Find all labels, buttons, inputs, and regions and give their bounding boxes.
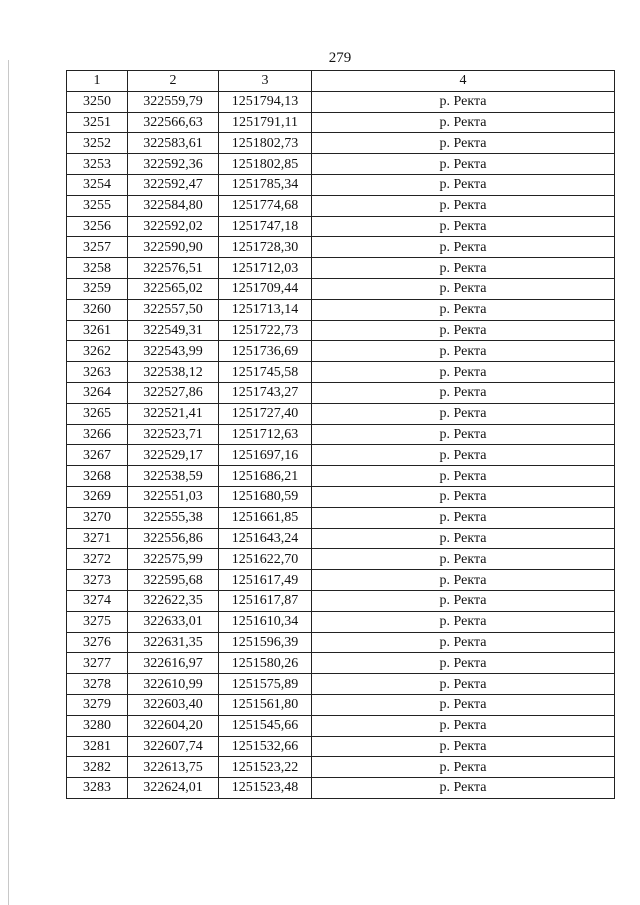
y-coordinate-cell: 1251661,85 xyxy=(219,507,312,528)
description-cell: р. Ректа xyxy=(312,299,615,320)
description-cell: р. Ректа xyxy=(312,570,615,591)
point-number-cell: 3264 xyxy=(67,382,128,403)
point-number-cell: 3273 xyxy=(67,570,128,591)
description-cell: р. Ректа xyxy=(312,258,615,279)
description-cell: р. Ректа xyxy=(312,403,615,424)
y-coordinate-cell: 1251712,63 xyxy=(219,424,312,445)
y-coordinate-cell: 1251643,24 xyxy=(219,528,312,549)
description-cell: р. Ректа xyxy=(312,112,615,133)
point-number-cell: 3277 xyxy=(67,653,128,674)
y-coordinate-cell: 1251727,40 xyxy=(219,403,312,424)
point-number-cell: 3279 xyxy=(67,694,128,715)
y-coordinate-cell: 1251610,34 xyxy=(219,611,312,632)
point-number-cell: 3252 xyxy=(67,133,128,154)
point-number-cell: 3255 xyxy=(67,195,128,216)
y-coordinate-cell: 1251523,22 xyxy=(219,757,312,778)
x-coordinate-cell: 322633,01 xyxy=(128,611,219,632)
header-col-3: 3 xyxy=(219,71,312,92)
y-coordinate-cell: 1251785,34 xyxy=(219,174,312,195)
point-number-cell: 3250 xyxy=(67,91,128,112)
description-cell: р. Ректа xyxy=(312,632,615,653)
page-edge-line xyxy=(8,60,9,905)
page-number: 279 xyxy=(328,50,352,66)
x-coordinate-cell: 322616,97 xyxy=(128,653,219,674)
point-number-cell: 3283 xyxy=(67,778,128,799)
table-row xyxy=(67,694,615,715)
point-number-cell: 3276 xyxy=(67,632,128,653)
y-coordinate-cell: 1251774,68 xyxy=(219,195,312,216)
description-cell: р. Ректа xyxy=(312,653,615,674)
y-coordinate-cell: 1251743,27 xyxy=(219,382,312,403)
x-coordinate-cell: 322584,80 xyxy=(128,195,219,216)
table-row xyxy=(67,590,615,611)
description-cell: р. Ректа xyxy=(312,154,615,175)
y-coordinate-cell: 1251745,58 xyxy=(219,362,312,383)
description-cell: р. Ректа xyxy=(312,507,615,528)
table-row xyxy=(67,382,615,403)
point-number-cell: 3271 xyxy=(67,528,128,549)
table-row xyxy=(67,528,615,549)
y-coordinate-cell: 1251736,69 xyxy=(219,341,312,362)
description-cell: р. Ректа xyxy=(312,382,615,403)
y-coordinate-cell: 1251802,73 xyxy=(219,133,312,154)
description-cell: р. Ректа xyxy=(312,237,615,258)
y-coordinate-cell: 1251580,26 xyxy=(219,653,312,674)
x-coordinate-cell: 322575,99 xyxy=(128,549,219,570)
y-coordinate-cell: 1251575,89 xyxy=(219,674,312,695)
table-row xyxy=(67,258,615,279)
point-number-cell: 3258 xyxy=(67,258,128,279)
description-cell: р. Ректа xyxy=(312,715,615,736)
point-number-cell: 3254 xyxy=(67,174,128,195)
x-coordinate-cell: 322527,86 xyxy=(128,382,219,403)
coordinates-table xyxy=(66,70,615,799)
table-row xyxy=(67,320,615,341)
y-coordinate-cell: 1251713,14 xyxy=(219,299,312,320)
point-number-cell: 3270 xyxy=(67,507,128,528)
table-row xyxy=(67,299,615,320)
x-coordinate-cell: 322549,31 xyxy=(128,320,219,341)
y-coordinate-cell: 1251794,13 xyxy=(219,91,312,112)
point-number-cell: 3266 xyxy=(67,424,128,445)
description-cell: р. Ректа xyxy=(312,694,615,715)
table-row xyxy=(67,445,615,466)
y-coordinate-cell: 1251747,18 xyxy=(219,216,312,237)
x-coordinate-cell: 322613,75 xyxy=(128,757,219,778)
description-cell: р. Ректа xyxy=(312,341,615,362)
x-coordinate-cell: 322538,59 xyxy=(128,466,219,487)
y-coordinate-cell: 1251596,39 xyxy=(219,632,312,653)
x-coordinate-cell: 322566,63 xyxy=(128,112,219,133)
header-col-4: 4 xyxy=(312,71,615,92)
table-row xyxy=(67,653,615,674)
table-row xyxy=(67,736,615,757)
x-coordinate-cell: 322590,90 xyxy=(128,237,219,258)
table-row xyxy=(67,403,615,424)
y-coordinate-cell: 1251802,85 xyxy=(219,154,312,175)
x-coordinate-cell: 322521,41 xyxy=(128,403,219,424)
point-number-cell: 3261 xyxy=(67,320,128,341)
description-cell: р. Ректа xyxy=(312,195,615,216)
point-number-cell: 3280 xyxy=(67,715,128,736)
y-coordinate-cell: 1251523,48 xyxy=(219,778,312,799)
x-coordinate-cell: 322559,79 xyxy=(128,91,219,112)
description-cell: р. Ректа xyxy=(312,528,615,549)
y-coordinate-cell: 1251680,59 xyxy=(219,486,312,507)
x-coordinate-cell: 322592,36 xyxy=(128,154,219,175)
point-number-cell: 3281 xyxy=(67,736,128,757)
y-coordinate-cell: 1251697,16 xyxy=(219,445,312,466)
table-row xyxy=(67,154,615,175)
description-cell: р. Ректа xyxy=(312,590,615,611)
table-header-row xyxy=(67,71,615,92)
table-row xyxy=(67,549,615,570)
description-cell: р. Ректа xyxy=(312,362,615,383)
point-number-cell: 3253 xyxy=(67,154,128,175)
point-number-cell: 3275 xyxy=(67,611,128,632)
y-coordinate-cell: 1251722,73 xyxy=(219,320,312,341)
header-col-1: 1 xyxy=(67,71,128,92)
table-row xyxy=(67,91,615,112)
x-coordinate-cell: 322624,01 xyxy=(128,778,219,799)
x-coordinate-cell: 322523,71 xyxy=(128,424,219,445)
table-row xyxy=(67,195,615,216)
point-number-cell: 3259 xyxy=(67,278,128,299)
table-row xyxy=(67,112,615,133)
table-row xyxy=(67,778,615,799)
description-cell: р. Ректа xyxy=(312,757,615,778)
point-number-cell: 3272 xyxy=(67,549,128,570)
y-coordinate-cell: 1251545,66 xyxy=(219,715,312,736)
y-coordinate-cell: 1251686,21 xyxy=(219,466,312,487)
table-row xyxy=(67,424,615,445)
point-number-cell: 3274 xyxy=(67,590,128,611)
y-coordinate-cell: 1251532,66 xyxy=(219,736,312,757)
x-coordinate-cell: 322551,03 xyxy=(128,486,219,507)
x-coordinate-cell: 322543,99 xyxy=(128,341,219,362)
table-row xyxy=(67,216,615,237)
table-row xyxy=(67,341,615,362)
y-coordinate-cell: 1251709,44 xyxy=(219,278,312,299)
table-row xyxy=(67,486,615,507)
y-coordinate-cell: 1251728,30 xyxy=(219,237,312,258)
table-row xyxy=(67,278,615,299)
point-number-cell: 3257 xyxy=(67,237,128,258)
table-row xyxy=(67,611,615,632)
table-row xyxy=(67,674,615,695)
point-number-cell: 3262 xyxy=(67,341,128,362)
x-coordinate-cell: 322556,86 xyxy=(128,528,219,549)
description-cell: р. Ректа xyxy=(312,174,615,195)
description-cell: р. Ректа xyxy=(312,674,615,695)
point-number-cell: 3268 xyxy=(67,466,128,487)
table-row xyxy=(67,507,615,528)
table-row xyxy=(67,466,615,487)
x-coordinate-cell: 322592,02 xyxy=(128,216,219,237)
table-row xyxy=(67,362,615,383)
point-number-cell: 3269 xyxy=(67,486,128,507)
description-cell: р. Ректа xyxy=(312,424,615,445)
description-cell: р. Ректа xyxy=(312,133,615,154)
point-number-cell: 3278 xyxy=(67,674,128,695)
x-coordinate-cell: 322631,35 xyxy=(128,632,219,653)
header-col-2: 2 xyxy=(128,71,219,92)
table-row xyxy=(67,237,615,258)
x-coordinate-cell: 322622,35 xyxy=(128,590,219,611)
description-cell: р. Ректа xyxy=(312,445,615,466)
point-number-cell: 3251 xyxy=(67,112,128,133)
x-coordinate-cell: 322610,99 xyxy=(128,674,219,695)
table-row xyxy=(67,632,615,653)
table-body xyxy=(67,91,615,798)
point-number-cell: 3260 xyxy=(67,299,128,320)
table-row xyxy=(67,715,615,736)
point-number-cell: 3282 xyxy=(67,757,128,778)
x-coordinate-cell: 322555,38 xyxy=(128,507,219,528)
table-row xyxy=(67,757,615,778)
point-number-cell: 3263 xyxy=(67,362,128,383)
description-cell: р. Ректа xyxy=(312,466,615,487)
y-coordinate-cell: 1251712,03 xyxy=(219,258,312,279)
table-row xyxy=(67,133,615,154)
y-coordinate-cell: 1251791,11 xyxy=(219,112,312,133)
y-coordinate-cell: 1251617,49 xyxy=(219,570,312,591)
x-coordinate-cell: 322529,17 xyxy=(128,445,219,466)
x-coordinate-cell: 322565,02 xyxy=(128,278,219,299)
x-coordinate-cell: 322538,12 xyxy=(128,362,219,383)
x-coordinate-cell: 322607,74 xyxy=(128,736,219,757)
point-number-cell: 3256 xyxy=(67,216,128,237)
point-number-cell: 3265 xyxy=(67,403,128,424)
description-cell: р. Ректа xyxy=(312,549,615,570)
x-coordinate-cell: 322592,47 xyxy=(128,174,219,195)
y-coordinate-cell: 1251617,87 xyxy=(219,590,312,611)
x-coordinate-cell: 322595,68 xyxy=(128,570,219,591)
x-coordinate-cell: 322604,20 xyxy=(128,715,219,736)
description-cell: р. Ректа xyxy=(312,486,615,507)
description-cell: р. Ректа xyxy=(312,278,615,299)
x-coordinate-cell: 322603,40 xyxy=(128,694,219,715)
description-cell: р. Ректа xyxy=(312,736,615,757)
table-row xyxy=(67,174,615,195)
description-cell: р. Ректа xyxy=(312,216,615,237)
description-cell: р. Ректа xyxy=(312,778,615,799)
description-cell: р. Ректа xyxy=(312,91,615,112)
x-coordinate-cell: 322557,50 xyxy=(128,299,219,320)
y-coordinate-cell: 1251622,70 xyxy=(219,549,312,570)
description-cell: р. Ректа xyxy=(312,320,615,341)
description-cell: р. Ректа xyxy=(312,611,615,632)
x-coordinate-cell: 322583,61 xyxy=(128,133,219,154)
table-row xyxy=(67,570,615,591)
x-coordinate-cell: 322576,51 xyxy=(128,258,219,279)
y-coordinate-cell: 1251561,80 xyxy=(219,694,312,715)
point-number-cell: 3267 xyxy=(67,445,128,466)
